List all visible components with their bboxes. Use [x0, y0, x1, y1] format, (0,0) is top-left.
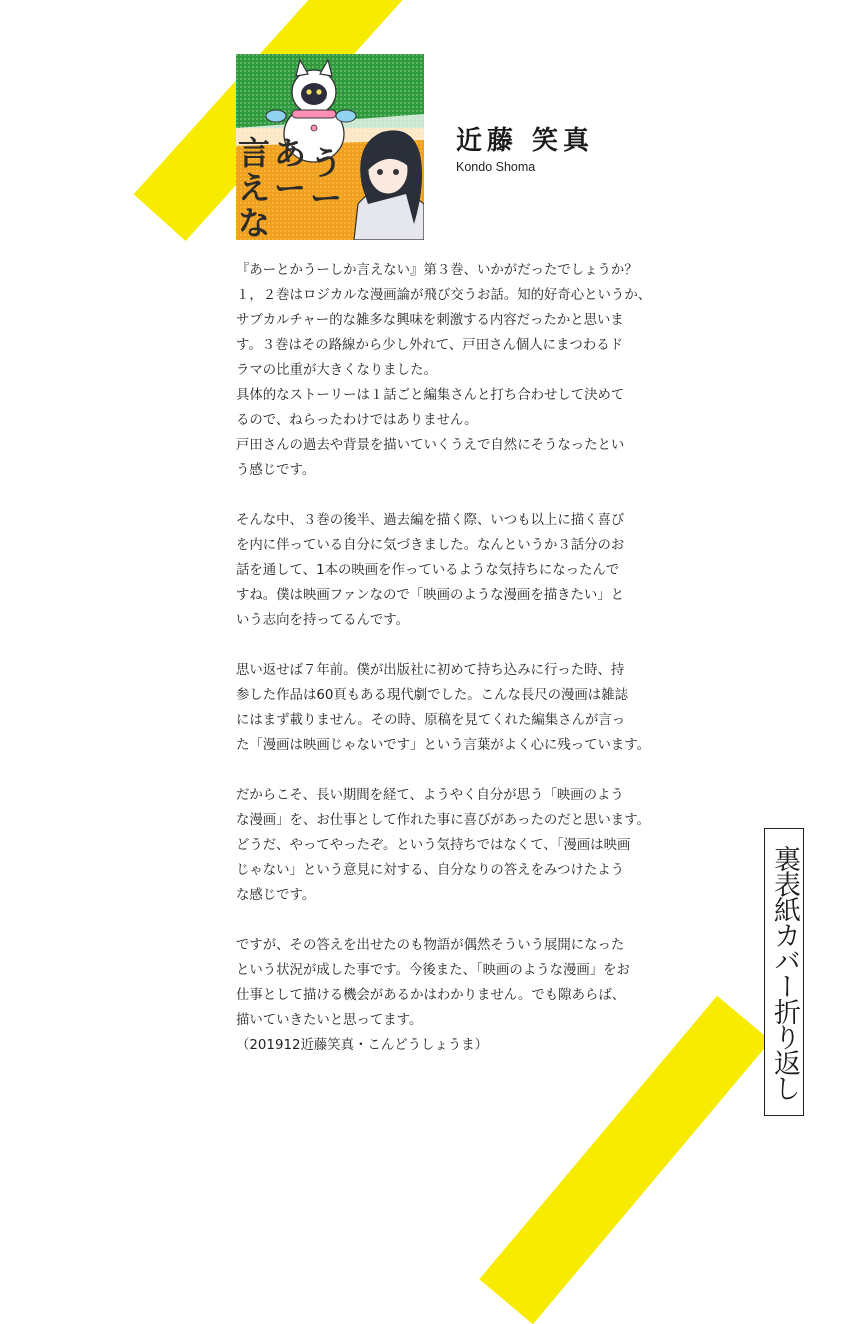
side-label: 裏表紙カバー折り返し	[764, 828, 804, 1116]
cover-title-char: 言	[238, 134, 271, 172]
text-line: にはまず載りません。その時、原稿を見てくれた編集さんが言っ	[236, 713, 626, 728]
text-line: 具体的なストーリーは１話ごと編集さんと打ち合わせして決めて	[236, 388, 625, 403]
text-line: な漫画」を、お仕事として作れた事に喜びがあったのだと思います。	[236, 813, 650, 828]
text-line: １，２巻はロジカルな漫画論が飛び交うお話。知的好奇心というか、	[236, 288, 652, 303]
text-line: サブカルチャー的な雑多な興味を刺激する内容だったかと思いま	[236, 313, 624, 328]
text-line: ですが、その答えを出せたのも物語が偶然そういう展開になった	[236, 938, 625, 953]
text-line: という状況が成した事です。今後また、「映画のような漫画」をお	[236, 963, 630, 978]
afterword-text	[236, 258, 652, 1083]
paragraph	[236, 508, 636, 633]
text-line: （201912近藤笑真・こんどうしょうま）	[236, 1038, 488, 1053]
paragraph	[236, 783, 650, 908]
text-line: 参した作品は60頁もある現代劇でした。こんな長尺の漫画は雑誌	[236, 688, 628, 703]
text-line: 描いていきたいと思ってます。	[236, 1013, 423, 1028]
text-line: う感じです。	[236, 463, 316, 478]
text-line: どうだ、やってやったぞ。という気持ちではなくて、「漫画は映画	[236, 838, 631, 853]
text-line: そんな中、３巻の後半、過去編を描く際、いつも以上に描く喜び	[236, 513, 625, 528]
cover-illustration	[236, 54, 424, 240]
text-line: 仕事として描ける機会があるかはわかりません。でも隙あらば、	[236, 988, 626, 1003]
cover-title-char: ー	[310, 179, 343, 217]
author-name-romaji: Kondo Shoma	[456, 160, 536, 174]
text-line: 『あーとかうーしか言えない』第３巻、いかがだったでしょうか？	[236, 263, 638, 278]
cover-title-char: ー	[274, 169, 307, 207]
text-line: じゃない」という意見に対する、自分なりの答えをみつけたよう	[236, 863, 625, 878]
text-line: だからこそ、長い期間を経て、ようやく自分が思う「映画のよう	[236, 788, 624, 803]
text-line: ラマの比重が大きくなりました。	[236, 363, 437, 378]
text-line: 話を通して、1本の映画を作っているような気持ちになったんで	[236, 563, 620, 578]
text-line: るので、ねらったわけではありません。	[236, 413, 478, 428]
paragraph	[236, 258, 652, 483]
text-line: を内に伴っている自分に気づきました。なんというか３話分のお	[236, 538, 625, 553]
paragraph	[236, 933, 636, 1058]
text-line: す。３巻はその路線から少し外れて、戸田さん個人にまつわるド	[236, 338, 623, 353]
text-line: た「漫画は映画じゃないです」という言葉がよく心に残っています。	[236, 738, 651, 753]
text-line: 思い返せば７年前。僕が出版社に初めて持ち込みに行った時、持	[236, 663, 625, 678]
cover-title-char: う	[310, 144, 343, 182]
text-line: すね。僕は映画ファンなので「映画のような漫画を描きたい」と	[236, 588, 625, 603]
text-line: な感じです。	[236, 888, 316, 903]
author-name: 近藤 笑真	[456, 126, 595, 156]
cover-title-char: な	[238, 204, 271, 240]
cover-title-char: あ	[274, 134, 307, 172]
text-line: 戸田さんの過去や背景を描いていくうえで自然にそうなったとい	[236, 438, 625, 453]
text-line: いう志向を持ってるんです。	[236, 613, 410, 628]
cover-title-char: え	[238, 169, 271, 207]
paragraph	[236, 658, 651, 758]
